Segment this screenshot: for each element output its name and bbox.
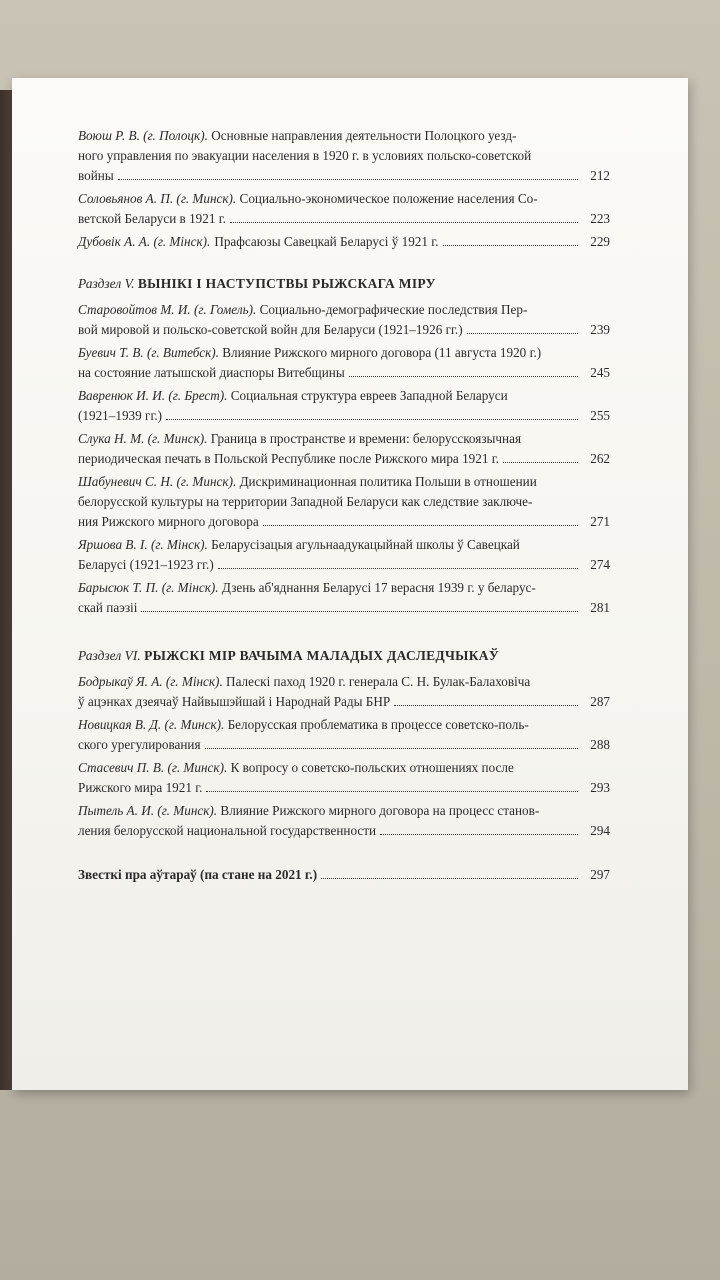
- entry-last-line: [78, 512, 610, 532]
- entry-text: [78, 126, 610, 166]
- page-number: 297: [590, 867, 610, 882]
- dot-leader: [141, 611, 578, 612]
- dot-leader: [206, 791, 578, 792]
- section-label: Раздзел V.: [78, 276, 135, 291]
- entry-title-line: белорусской культуры на территории Западной Беларуси как следствие заключе-: [78, 494, 533, 509]
- entry-text: [78, 300, 610, 320]
- entry-title-line: на состояние латышской диаспоры Витебщины: [78, 365, 345, 380]
- page-number: 271: [590, 514, 610, 529]
- entry-text: [78, 429, 610, 449]
- toc-entry: [78, 535, 610, 575]
- page-number: 255: [590, 408, 610, 423]
- section-title: ВЫНІКІ І НАСТУПСТВЫ РЫЖСКАГА МІРУ: [137, 276, 436, 291]
- entry-last-line: [78, 166, 610, 186]
- entry-text: [78, 386, 610, 406]
- toc-entry-authors-info: [78, 865, 610, 885]
- entry-title-line: (1921–1939 гг.): [78, 408, 163, 423]
- page-number: 239: [590, 322, 610, 337]
- dot-leader: [503, 462, 578, 463]
- entry-last-line: [78, 692, 610, 712]
- dot-leader: [443, 245, 578, 246]
- entry-author: Дубовік А. А. (г. Мінск).: [78, 234, 211, 249]
- entry-author: Пытель А. И. (г. Минск).: [78, 803, 218, 818]
- entry-last-line: [78, 821, 610, 841]
- entry-title-line: Дзень аб'яднання Беларусі 17 верасня 1939 г. у беларус-: [221, 580, 536, 595]
- dot-leader: [349, 376, 578, 377]
- section-heading-6: [78, 646, 610, 666]
- entry-title-line: Влияние Рижского мирного договора (11 августа 1920 г.): [222, 345, 542, 360]
- page-number: 245: [590, 365, 610, 380]
- dot-leader: [205, 748, 578, 749]
- entry-last-line: [78, 320, 610, 340]
- entry-title-line: Социально-демографические последствия Пер-: [259, 302, 528, 317]
- toc-group-section4-end: [78, 126, 610, 252]
- entry-text: [78, 715, 610, 735]
- entry-title-line: вой мировой и польско-советской войн для Беларуси (1921–1926 гг.): [78, 322, 463, 337]
- entry-last-line: [78, 209, 610, 229]
- entry-author: Старовойтов М. И. (г. Гомель).: [78, 302, 257, 317]
- entry-text: [78, 189, 610, 209]
- page-number: 212: [590, 168, 610, 183]
- toc-group-section6: [78, 672, 610, 841]
- entry-last-line: [78, 406, 610, 426]
- dot-leader: [166, 419, 578, 420]
- toc-entry: [78, 232, 610, 252]
- dot-leader: [380, 834, 578, 835]
- toc-entry: [78, 189, 610, 229]
- toc-entry: [78, 386, 610, 426]
- entry-title-line: Социально-экономическое положение населения Со-: [239, 191, 538, 206]
- entry-title-line: Влияние Рижского мирного договора на процесс станов-: [220, 803, 540, 818]
- toc-entry: [78, 300, 610, 340]
- entry-text: [78, 343, 610, 363]
- entry-last-line: [78, 555, 610, 575]
- dot-leader: [263, 525, 578, 526]
- entry-title-line: Граница в пространстве и времени: белорусскоязычная: [210, 431, 522, 446]
- entry-author: Бодрыкаў Я. А. (г. Мінск).: [78, 674, 223, 689]
- entry-author: Новицкая В. Д. (г. Минск).: [78, 717, 225, 732]
- entry-title-line: ского урегулирования: [78, 737, 201, 752]
- entry-title-line: периодическая печать в Польской Республике после Рижского мира 1921 г.: [78, 451, 499, 466]
- entry-title-line: войны: [78, 168, 114, 183]
- toc-entry: [78, 801, 610, 841]
- toc-entry: [78, 429, 610, 469]
- dot-leader: [218, 568, 578, 569]
- toc-group-section5: [78, 300, 610, 618]
- section-heading-5: [78, 274, 610, 294]
- section-title: РЫЖСКІ МІР ВАЧЫМА МАЛАДЫХ ДАСЛЕДЧЫКАЎ: [144, 648, 500, 663]
- toc-entry: [78, 715, 610, 755]
- entry-last-line: [78, 778, 610, 798]
- entry-title: Звесткі пра аўтараў (па стане на 2021 г.): [78, 867, 318, 882]
- entry-author: Воюш Р. В. (г. Полоцк).: [78, 128, 208, 143]
- entry-text: [78, 758, 610, 778]
- table-of-contents: [78, 126, 610, 885]
- page-number: 229: [590, 234, 610, 249]
- entry-title-line: К вопросу о советско-польских отношениях после: [230, 760, 514, 775]
- page-number: 223: [590, 211, 610, 226]
- page-number: 262: [590, 451, 610, 466]
- entry-text: [78, 801, 610, 821]
- entry-title-line: ў ацэнках дзеячаў Найвышэйшай і Народнай Рады БНР: [78, 694, 391, 709]
- entry-title-line: Беларусі (1921–1923 гг.): [78, 557, 214, 572]
- dot-leader: [118, 179, 578, 180]
- page-number: 294: [590, 823, 610, 838]
- entry-title-line: Основные направления деятельности Полоцкого уезд-: [211, 128, 517, 143]
- dot-leader: [467, 333, 578, 334]
- toc-entry: [78, 758, 610, 798]
- entry-title-line: Палескі паход 1920 г. генерала С. Н. Булак-Балаховіча: [226, 674, 531, 689]
- page-number: 287: [590, 694, 610, 709]
- entry-text: [78, 578, 610, 598]
- entry-author: Вавренюк И. И. (г. Брест).: [78, 388, 228, 403]
- entry-title-line: ления белорусской национальной государственности: [78, 823, 377, 838]
- page-number: 288: [590, 737, 610, 752]
- entry-title-line: Социальная структура евреев Западной Беларуси: [230, 388, 508, 403]
- entry-title-line: ветской Беларуси в 1921 г.: [78, 211, 226, 226]
- entry-title-line: скай паэзіі: [78, 600, 138, 615]
- dot-leader: [230, 222, 578, 223]
- entry-title-line: Прафсаюзы Савецкай Беларусі ў 1921 г.: [214, 234, 439, 249]
- entry-author: Стасевич П. В. (г. Минск).: [78, 760, 228, 775]
- entry-title-line: Рижского мира 1921 г.: [78, 780, 203, 795]
- page-number: 293: [590, 780, 610, 795]
- entry-last-line: [78, 449, 610, 469]
- entry-title-line: Беларусізацыя агульнаадукацыйнай школы ў Савецкай: [211, 537, 520, 552]
- page-number: 274: [590, 557, 610, 572]
- entry-title-line: ния Рижского мирного договора: [78, 514, 259, 529]
- entry-title-line: Белорусская проблематика в процессе советско-поль-: [227, 717, 529, 732]
- toc-entry: [78, 672, 610, 712]
- entry-author: Слука Н. М. (г. Минск).: [78, 431, 208, 446]
- entry-last-line: [78, 232, 610, 252]
- toc-entry: [78, 126, 610, 186]
- entry-title-line: Дискриминационная политика Польши в отношении: [239, 474, 537, 489]
- toc-entry: [78, 343, 610, 383]
- entry-author: Соловьянов А. П. (г. Минск).: [78, 191, 237, 206]
- entry-author: Шабуневич С. Н. (г. Минск).: [78, 474, 237, 489]
- toc-entry: [78, 472, 610, 532]
- entry-last-line: [78, 735, 610, 755]
- entry-text: [78, 472, 610, 512]
- toc-entry: [78, 578, 610, 618]
- entry-author: Яршова В. І. (г. Мінск).: [78, 537, 208, 552]
- dot-leader: [321, 878, 578, 879]
- entry-author: Барысюк Т. П. (г. Мінск).: [78, 580, 219, 595]
- entry-text: [78, 672, 610, 692]
- entry-text: [78, 535, 610, 555]
- page-number: 281: [590, 600, 610, 615]
- entry-last-line: [78, 363, 610, 383]
- section-label: Раздзел VI.: [78, 648, 141, 663]
- dot-leader: [394, 705, 578, 706]
- entry-author: Буевич Т. В. (г. Витебск).: [78, 345, 219, 360]
- entry-title-line: ного управления по эвакуации населения в 1920 г. в условиях польско-советской: [78, 148, 532, 163]
- entry-last-line: [78, 598, 610, 618]
